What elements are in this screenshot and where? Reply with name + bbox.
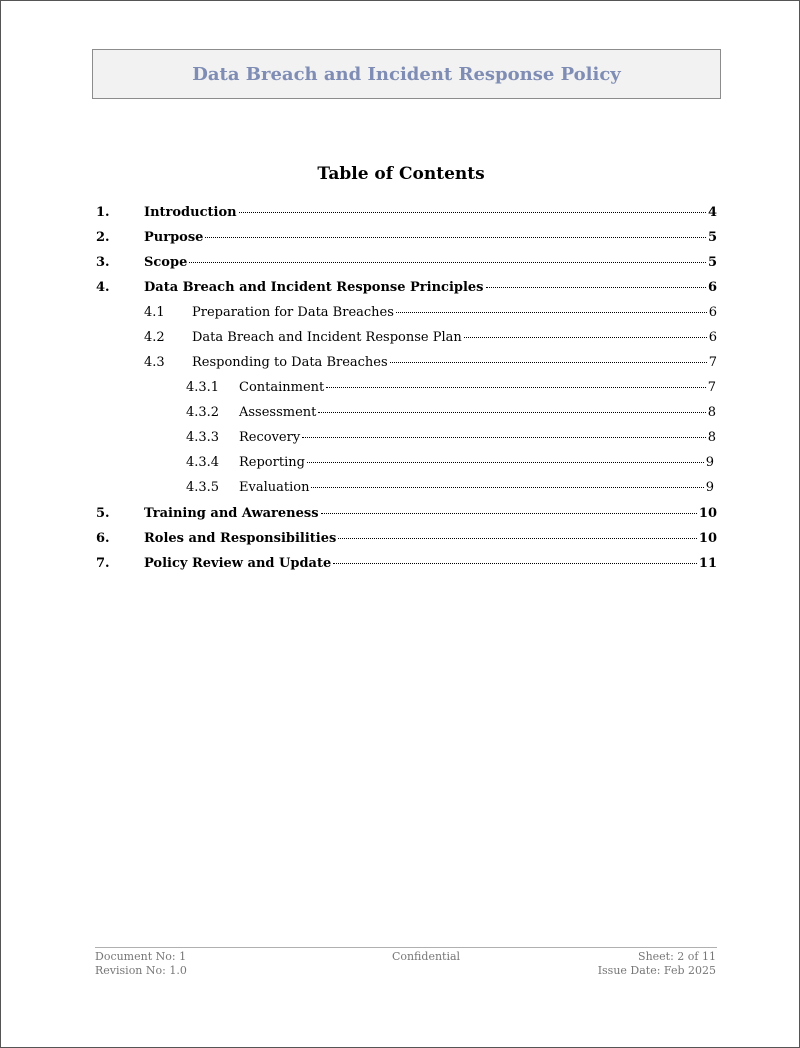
footer-confidential: Confidential (391, 950, 461, 963)
toc-dot-leader (311, 487, 703, 488)
footer-revision-no: Revision No: 1.0 (95, 964, 187, 977)
footer-issue-date: Issue Date: Feb 2025 (597, 964, 716, 977)
toc-entry-number: 2. (96, 230, 110, 245)
toc-entry-title: Roles and Responsibilities (144, 531, 337, 546)
toc-entry-page: 6 (708, 305, 717, 320)
toc-entry-title: Scope (144, 255, 188, 270)
toc-entry-number: 1. (96, 205, 110, 220)
toc-entry-number: 4.3.2 (186, 405, 220, 420)
toc-entry-page: 10 (698, 506, 717, 521)
toc-entry-title: Training and Awareness (144, 506, 319, 521)
toc-dot-leader (321, 513, 697, 514)
toc-dot-leader (326, 387, 705, 388)
toc-entry-page: 11 (698, 556, 717, 571)
toc-entry-title: Preparation for Data Breaches (192, 305, 394, 320)
footer-sheet: Sheet: 2 of 11 (638, 950, 716, 963)
toc-entry-number: 4.1 (144, 305, 165, 320)
toc-heading: Table of Contents (317, 164, 485, 184)
toc-entry-title: Evaluation (239, 480, 310, 495)
toc-entry-page: 5 (707, 230, 717, 245)
toc-entry[interactable] (96, 556, 717, 572)
toc-entry-title: Purpose (144, 230, 204, 245)
toc-entry-number: 4.3 (144, 355, 165, 370)
toc-dot-leader (486, 287, 706, 288)
toc-dot-leader (239, 212, 706, 213)
toc-dot-leader (302, 437, 706, 438)
toc-entry[interactable] (186, 405, 716, 421)
toc-entry-page: 8 (707, 405, 716, 420)
toc-entry-number: 4.2 (144, 330, 165, 345)
toc-entry-number: 4. (96, 280, 110, 295)
toc-entry[interactable] (186, 430, 716, 446)
toc-entry-title: Introduction (144, 205, 237, 220)
toc-entry[interactable] (96, 280, 717, 296)
toc-entry-page: 8 (707, 430, 716, 445)
toc-entry-title: Policy Review and Update (144, 556, 332, 571)
toc-entry-number: 4.3.4 (186, 455, 220, 470)
toc-dot-leader (338, 538, 697, 539)
header-banner (92, 49, 721, 99)
toc-entry-title: Data Breach and Incident Response Plan (192, 330, 462, 345)
toc-entry-number: 5. (96, 506, 110, 521)
toc-entry[interactable] (186, 380, 716, 396)
toc-entry[interactable] (186, 480, 714, 496)
toc-dot-leader (205, 237, 706, 238)
toc-entry-number: 6. (96, 531, 110, 546)
footer-document-no: Document No: 1 (95, 950, 187, 963)
toc-entry-title: Containment (239, 380, 325, 395)
toc-entry[interactable] (96, 230, 717, 246)
toc-entry-number: 4.3.3 (186, 430, 220, 445)
document-title: Data Breach and Incident Response Policy (192, 63, 621, 85)
toc-entry-title: Assessment (239, 405, 317, 420)
toc-entry-page: 6 (708, 330, 717, 345)
toc-entry-number: 7. (96, 556, 110, 571)
toc-entry[interactable] (144, 330, 717, 346)
toc-dot-leader (396, 312, 707, 313)
toc-dot-leader (464, 337, 707, 338)
toc-entry-page: 9 (705, 480, 714, 495)
toc-dot-leader (189, 262, 706, 263)
toc-entry-number: 4.3.1 (186, 380, 220, 395)
toc-dot-leader (318, 412, 705, 413)
toc-dot-leader (307, 462, 704, 463)
toc-entry[interactable] (144, 355, 717, 371)
footer-divider (95, 947, 717, 948)
toc-entry-number: 4.3.5 (186, 480, 220, 495)
toc-entry[interactable] (96, 506, 717, 522)
toc-entry-title: Responding to Data Breaches (192, 355, 388, 370)
toc-dot-leader (333, 563, 697, 564)
toc-dot-leader (390, 362, 707, 363)
toc-entry-page: 10 (698, 531, 717, 546)
toc-entry[interactable] (186, 455, 714, 471)
toc-entry-page: 7 (707, 380, 716, 395)
toc-entry-page: 4 (707, 205, 717, 220)
toc-entry[interactable] (96, 255, 717, 271)
toc-entry[interactable] (96, 205, 717, 221)
toc-entry-number: 3. (96, 255, 110, 270)
toc-entry-page: 5 (707, 255, 717, 270)
toc-entry-page: 6 (707, 280, 717, 295)
toc-entry-title: Reporting (239, 455, 305, 470)
toc-entry-page: 7 (708, 355, 717, 370)
toc-entry-title: Data Breach and Incident Response Principles (144, 280, 484, 295)
toc-entry-page: 9 (705, 455, 714, 470)
toc-entry[interactable] (144, 305, 717, 321)
toc-entry-title: Recovery (239, 430, 301, 445)
toc-entry[interactable] (96, 531, 717, 547)
